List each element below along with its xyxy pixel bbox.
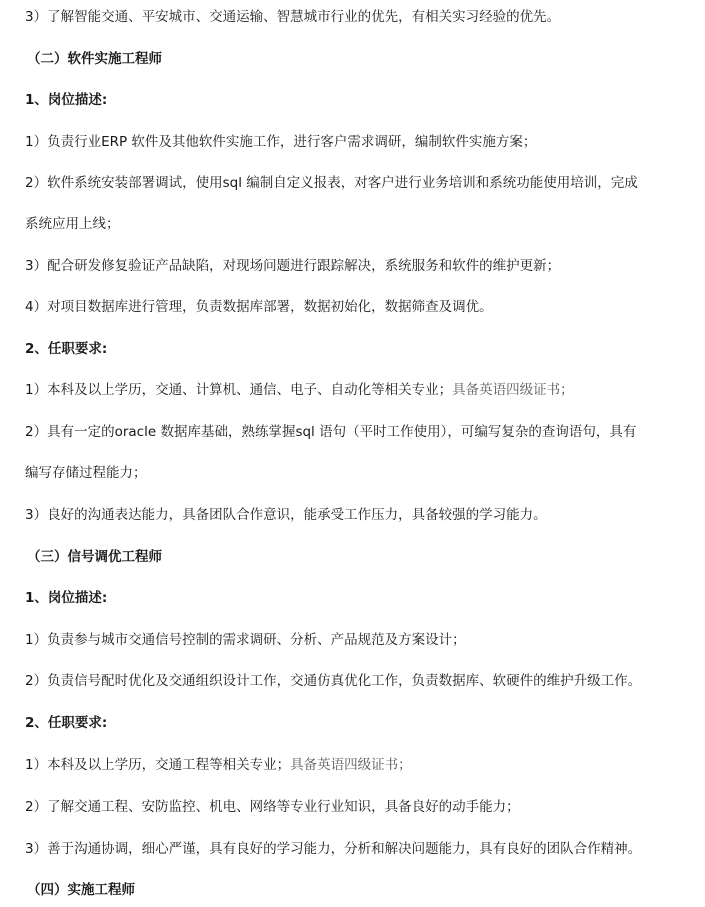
requirement-text-secondary: 具备英语四级证书； [452, 382, 574, 398]
requirement-text-secondary: 具备英语四级证书； [290, 757, 412, 773]
duty-line: 3）配合研发修复验证产品缺陷，对现场问题进行跟踪解决，系统服务和软件的维护更新； [25, 258, 561, 274]
requirement-line [25, 755, 697, 775]
section-title-software-implementation: （二）软件实施工程师 [27, 51, 162, 67]
duty-line: 1）负责行业ERP 软件及其他软件实施工作，进行客户需求调研，编制软件实施方案； [25, 134, 537, 150]
requirement-line: 3）善于沟通协调，细心严谨，具有良好的学习能力，分析和解决问题能力，具有良好的团队合作精神。 [25, 841, 642, 857]
subheading-job-description: 1、岗位描述: [25, 92, 108, 108]
requirement-line: 2）具有一定的oracle 数据库基础，熟练掌握sql 语句（平时工作使用），可编写复杂的查询语句，具有 [25, 424, 637, 440]
duty-line: 1）负责参与城市交通信号控制的需求调研、分析、产品规范及方案设计； [25, 632, 466, 648]
requirement-line-continuation: 编写存储过程能力； [25, 465, 147, 481]
requirement-line: 3）了解智能交通、平安城市、交通运输、智慧城市行业的优先，有相关实习经验的优先。 [25, 9, 561, 25]
requirement-text: 1）本科及以上学历，交通工程等相关专业； [25, 757, 291, 773]
duty-line: 2）软件系统安装部署调试，使用sql 编制自定义报表，对客户进行业务培训和系统功能使用培训，完成 [25, 175, 638, 191]
duty-line: 4）对项目数据库进行管理，负责数据库部署，数据初始化，数据筛查及调优。 [25, 299, 493, 315]
requirement-line [25, 380, 697, 400]
requirement-line: 2）了解交通工程、安防监控、机电、网络等专业行业知识，具备良好的动手能力； [25, 799, 520, 815]
subheading-requirements: 2、任职要求: [25, 341, 108, 357]
requirement-line: 3）良好的沟通表达能力，具备团队合作意识，能承受工作压力，具备较强的学习能力。 [25, 507, 547, 523]
subheading-requirements: 2、任职要求: [25, 715, 108, 731]
section-title-signal-tuning: （三）信号调优工程师 [27, 549, 162, 565]
requirement-text: 1）本科及以上学历，交通、计算机、通信、电子、自动化等相关专业； [25, 382, 453, 398]
subheading-job-description: 1、岗位描述: [25, 590, 108, 606]
duty-line: 2）负责信号配时优化及交通组织设计工作，交通仿真优化工作，负责数据库、软硬件的维护升级工作。 [25, 673, 642, 689]
duty-line-continuation: 系统应用上线； [25, 216, 120, 232]
section-title-implementation: （四）实施工程师 [27, 882, 135, 898]
